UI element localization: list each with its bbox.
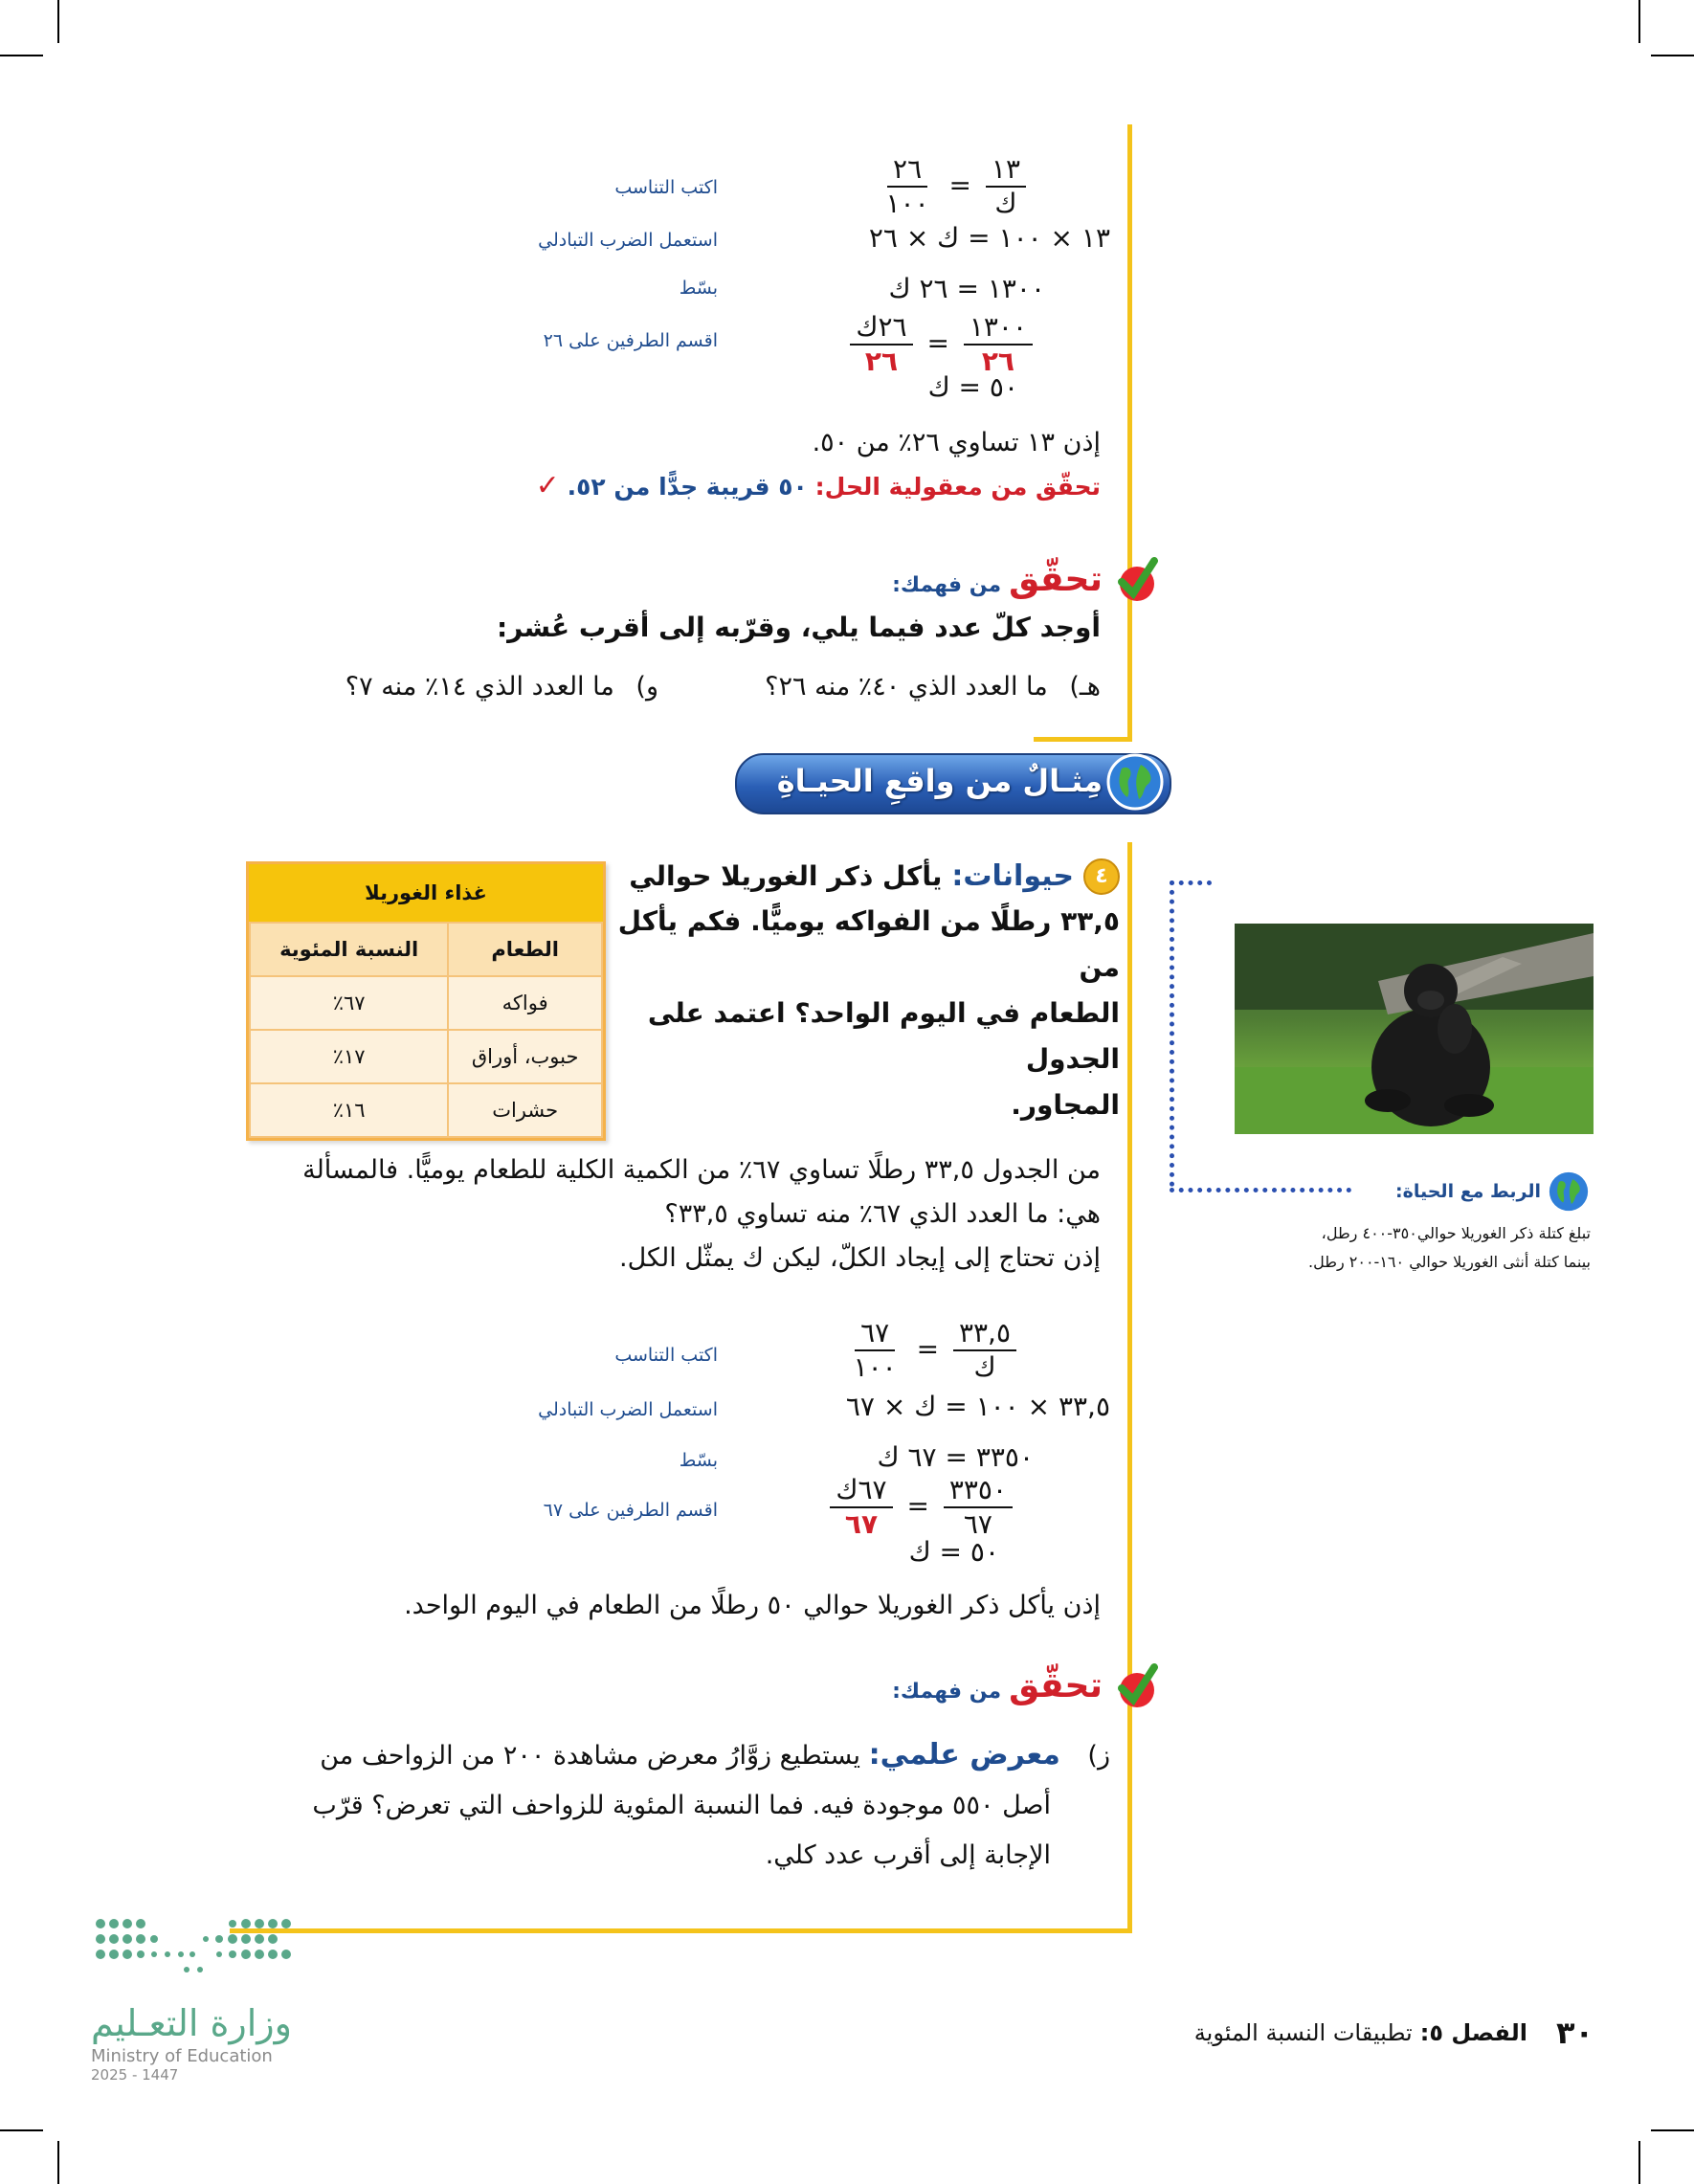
conclusion-text: إذن ١٣ تساوي ٢٦٪ من ٥٠.	[812, 428, 1101, 457]
crop-mark	[1651, 2129, 1694, 2131]
exercise-h: هـ) ما العدد الذي ٤٠٪ منه ٢٦؟	[765, 672, 1101, 702]
dotted-connector	[1170, 880, 1212, 885]
result-equation: ٥٠ = ك	[927, 371, 1018, 403]
cross-multiply-equation: ٣٣,٥ × ١٠٠ = ك × ٦٧	[845, 1391, 1110, 1422]
crop-mark	[0, 2129, 43, 2131]
result-equation: ٥٠ = ك	[908, 1536, 999, 1568]
exercise-z: ز) معرض علمي: يستطيع زوَّارُ معرض مشاهدة ٢٠٠ من الزواحف من أصل ٥٥٠ موجودة فيه. فما النسبة المئوية للزواحف التي تعرض؟ قرّب الإجابة إلى أقرب عدد كلي.	[312, 1738, 1110, 1870]
gorilla-photo	[1235, 924, 1594, 1134]
divide-equation: $\frac{٣٣٥٠}{٦٧}$ = $\frac{\text{٦٧ك}}{٦٧}$	[824, 1474, 1018, 1541]
globe-icon	[1547, 1170, 1591, 1214]
step-note: اكتب التناسب	[614, 1345, 718, 1366]
dotted-connector	[1170, 880, 1174, 1187]
step-note: استعمل الضرب التبادلي	[538, 1399, 718, 1420]
gorilla-food-table	[246, 861, 606, 1141]
simplify-equation: ١٣٠٠ = ٢٦ ك	[888, 273, 1045, 304]
proportion-equation: $\frac{١٣}{\text{ك}}$ = $\frac{٢٦}{١٠٠}$	[875, 153, 1032, 220]
margin-rule	[1127, 842, 1132, 1928]
reasonableness-check: تحقّق من معقولية الحل: ٥٠ قريبة جدًّا من ٥٢. ✓	[535, 469, 1101, 502]
margin-rule	[230, 1928, 1132, 1933]
table-header: الطعام	[448, 923, 602, 976]
ministry-name-ar: وزارة التعـليم	[91, 2002, 293, 2044]
crop-mark	[1651, 55, 1694, 56]
simplify-equation: ٣٣٥٠ = ٦٧ ك	[877, 1441, 1034, 1473]
margin-rule	[1034, 737, 1132, 742]
check-prompt: أوجد كلّ عدد فيما يلي، وقرّبه إلى أقرب عُشر:	[496, 612, 1101, 643]
step-note: اكتب التناسب	[614, 177, 718, 198]
step-note: اقسم الطرفين على ٢٦	[543, 330, 718, 351]
checkmark-icon	[1108, 555, 1158, 603]
crop-mark	[1638, 0, 1640, 43]
crop-mark	[57, 2141, 59, 2184]
chapter-label: الفصل ٥:	[1419, 2019, 1527, 2046]
cross-multiply-equation: ١٣ × ١٠٠ = ك × ٢٦	[868, 222, 1110, 254]
example-number-badge: ٤	[1083, 858, 1120, 895]
example3-solution	[479, 153, 1110, 565]
step-note: استعمل الضرب التبادلي	[538, 230, 718, 251]
banner-title: مِثـالٌ من واقعِ الحيـاةِ	[776, 763, 1103, 799]
ministry-name-en: Ministry of Education	[91, 2046, 273, 2066]
ministry-logo	[91, 1914, 311, 2106]
example4-problem: ٤ حيوانات: يأكل ذكر الغوريلا حوالي ٣٣,٥ رطلًا من الفواكه يوميًّا. فكم يأكل من الطعام في اليوم الواحد؟ اعتمد على الجدول المجاور.	[617, 859, 1120, 1121]
page-number: ٣٠	[1555, 2015, 1594, 2051]
check-understanding-heading: تحقّق من فهمك:	[892, 555, 1158, 603]
margin-rule	[1127, 124, 1132, 737]
ministry-year: 2025 - 1447	[91, 2066, 179, 2084]
check-understanding-heading: تحقّق من فهمك:	[892, 1661, 1158, 1709]
life-connection-sidebar: الربط مع الحياة: تبلغ كتلة ذكر الغوريلا حوالي٣٥٠-٤٠٠ رطل، بينما كتلة أنثى الغوريلا حوالي ١٦٠-٢٠٠ رطل.	[1170, 1170, 1591, 1277]
ministry-dots-logo	[91, 1914, 311, 1991]
step-note: بسّط	[679, 278, 718, 299]
step-note: بسّط	[679, 1450, 718, 1471]
table-header: النسبة المئوية	[250, 923, 448, 976]
example4-explanation: من الجدول ٣٣,٥ رطلًا تساوي ٦٧٪ من الكمية الكلية للطعام يوميًّا. فالمسألة هي: ما العدد الذي ٦٧٪ منه تساوي ٣٣,٥؟ إذن تحتاج إلى إيجاد الكلّ، ليكن ك يمثّل الكل.	[302, 1155, 1101, 1273]
table-row: حبوب، أوراق ١٧٪	[250, 1030, 602, 1083]
table-row: حشرات ١٦٪	[250, 1083, 602, 1137]
divide-equation: $\frac{١٣٠٠}{٢٦}$ = $\frac{\text{٢٦ك}}{٢٦}$	[844, 311, 1038, 378]
crop-mark	[1638, 2141, 1640, 2184]
example4-solution	[479, 1311, 1110, 1598]
proportion-equation: $\frac{٣٣,٥}{\text{ك}}$ = $\frac{٦٧}{١٠٠}$	[842, 1317, 1022, 1384]
checkmark-icon	[1108, 1661, 1158, 1709]
page-footer	[1194, 2015, 1594, 2051]
table-title: غذاء الغوريلا	[249, 864, 603, 922]
globe-icon	[1104, 751, 1166, 813]
real-world-banner	[735, 753, 1171, 814]
crop-mark	[0, 55, 43, 56]
exercise-w: و) ما العدد الذي ١٤٪ منه ٧؟	[345, 672, 658, 702]
step-note: اقسم الطرفين على ٦٧	[543, 1500, 718, 1521]
gorilla-image	[1235, 924, 1594, 1134]
example4-conclusion: إذن يأكل ذكر الغوريلا حوالي ٥٠ رطلًا من الطعام في اليوم الواحد.	[404, 1591, 1101, 1620]
chapter-title: تطبيقات النسبة المئوية	[1193, 2019, 1413, 2046]
crop-mark	[57, 0, 59, 43]
table-row: فواكه ٦٧٪	[250, 976, 602, 1030]
